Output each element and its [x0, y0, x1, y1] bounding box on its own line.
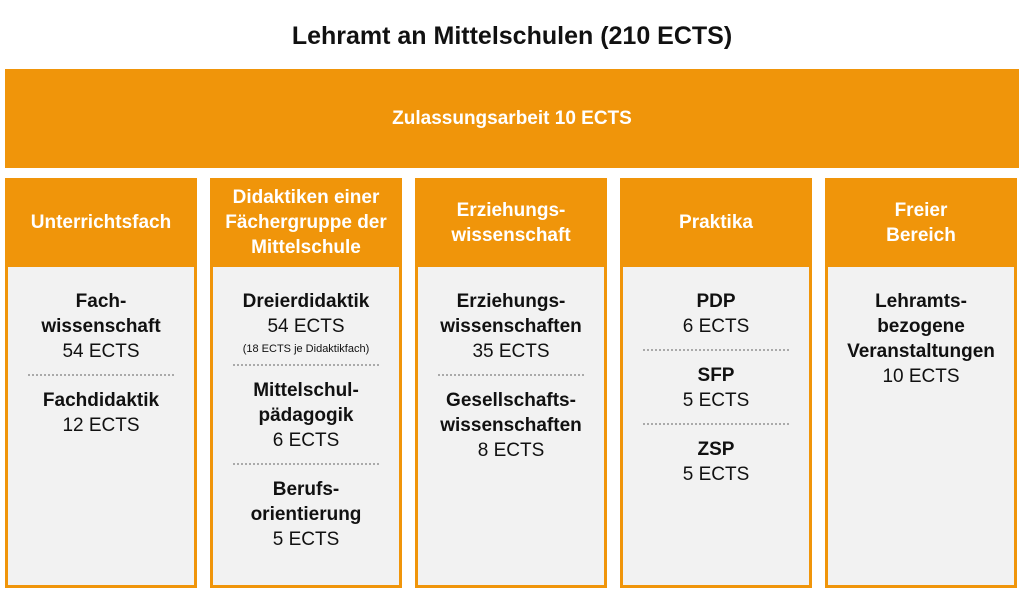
entry-ects: 10 ECTS [882, 366, 960, 387]
column-praktika [620, 178, 812, 588]
thesis-banner [5, 69, 1019, 168]
entry-name: Dreierdidaktik [242, 291, 370, 312]
entry-name: ZSP [697, 439, 735, 460]
entry-name: Fach- wissenschaft [41, 291, 161, 337]
dotted-separator [233, 364, 379, 366]
column-header-label: Unterrichtsfach [30, 212, 172, 233]
entry-note: (18 ECTS je Didaktikfach) [242, 343, 370, 355]
entry-name: Lehramts- bezogene Veranstaltungen [847, 291, 995, 362]
entry-ects: 5 ECTS [682, 390, 750, 411]
entry-name: Berufs- orientierung [250, 479, 362, 525]
column-body [8, 267, 194, 438]
entry-name: Gesellschafts- wissenschaften [440, 390, 582, 436]
entry-ects: 54 ECTS [62, 341, 140, 362]
column-header-label: Didaktiken einer Fächergruppe der Mittelschule [225, 187, 387, 258]
entry-name: Erziehungs- wissenschaften [440, 291, 582, 337]
entry-name: PDP [696, 291, 736, 312]
dotted-separator [643, 349, 789, 351]
column-header-label: Freier Bereich [886, 199, 956, 246]
entry-ects: 5 ECTS [682, 464, 750, 485]
entry-name: SFP [697, 365, 735, 386]
dotted-separator [233, 463, 379, 465]
entry-ects: 6 ECTS [682, 316, 750, 337]
column-freier-bereich [825, 178, 1017, 588]
column-header [210, 178, 402, 267]
banner-label: Zulassungsarbeit 10 ECTS [392, 107, 632, 129]
column-didaktiken [210, 178, 402, 588]
column-header [415, 178, 607, 267]
entry-ects: 6 ECTS [272, 430, 340, 451]
entry-ects: 54 ECTS [267, 316, 345, 337]
entry-name: Fachdidaktik [42, 390, 160, 411]
column-body [418, 267, 604, 463]
dotted-separator [643, 423, 789, 425]
column-body [623, 267, 809, 487]
column-erziehungswissenschaft [415, 178, 607, 588]
entry-ects: 8 ECTS [477, 440, 545, 461]
column-header-label: Praktika [679, 212, 753, 233]
column-unterrichtsfach [5, 178, 197, 588]
column-body [828, 267, 1014, 389]
dotted-separator [28, 374, 174, 376]
dotted-separator [438, 374, 584, 376]
column-header [825, 178, 1017, 267]
entry-ects: 35 ECTS [472, 341, 550, 362]
column-header-label: Erziehungs- wissenschaft [451, 199, 571, 246]
page-title: Lehramt an Mittelschulen (210 ECTS) [291, 22, 733, 50]
column-body [213, 267, 399, 552]
entry-ects: 12 ECTS [62, 415, 140, 436]
entry-name: Mittelschul- pädagogik [253, 380, 359, 426]
column-header [5, 178, 197, 267]
column-header [620, 178, 812, 267]
entry-ects: 5 ECTS [272, 529, 340, 550]
